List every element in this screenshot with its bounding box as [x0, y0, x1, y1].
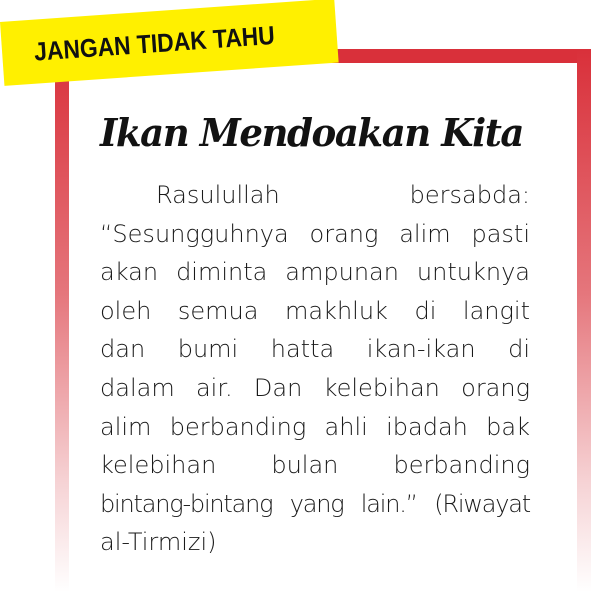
- body-line: bintang-bintang yang lain.” (Riwayat: [100, 489, 530, 518]
- body-line: dan bumi hatta ikan-ikan di: [100, 335, 530, 364]
- body-line: al-Tirmizi): [100, 528, 217, 557]
- section-label-text: JANGAN TIDAK TAHU: [33, 19, 276, 67]
- body-line: akan diminta ampunan untuknya: [100, 258, 530, 287]
- article-body: [100, 176, 530, 562]
- article-title: Ikan Mendoakan Kita: [100, 110, 523, 155]
- body-line: dalam air. Dan kelebihan orang: [100, 373, 530, 402]
- body-line: Rasulullah bersabda:: [156, 181, 530, 209]
- body-line: oleh semua makhluk di langit: [100, 296, 530, 325]
- frame-right-border: [577, 49, 591, 592]
- body-line: kelebihan bulan berbanding: [100, 451, 530, 480]
- body-line: “Sesungguhnya orang alim pasti: [100, 219, 530, 248]
- body-line: alim berbanding ahli ibadah bak: [100, 412, 530, 441]
- frame-left-border: [55, 49, 69, 592]
- section-label: [0, 0, 339, 86]
